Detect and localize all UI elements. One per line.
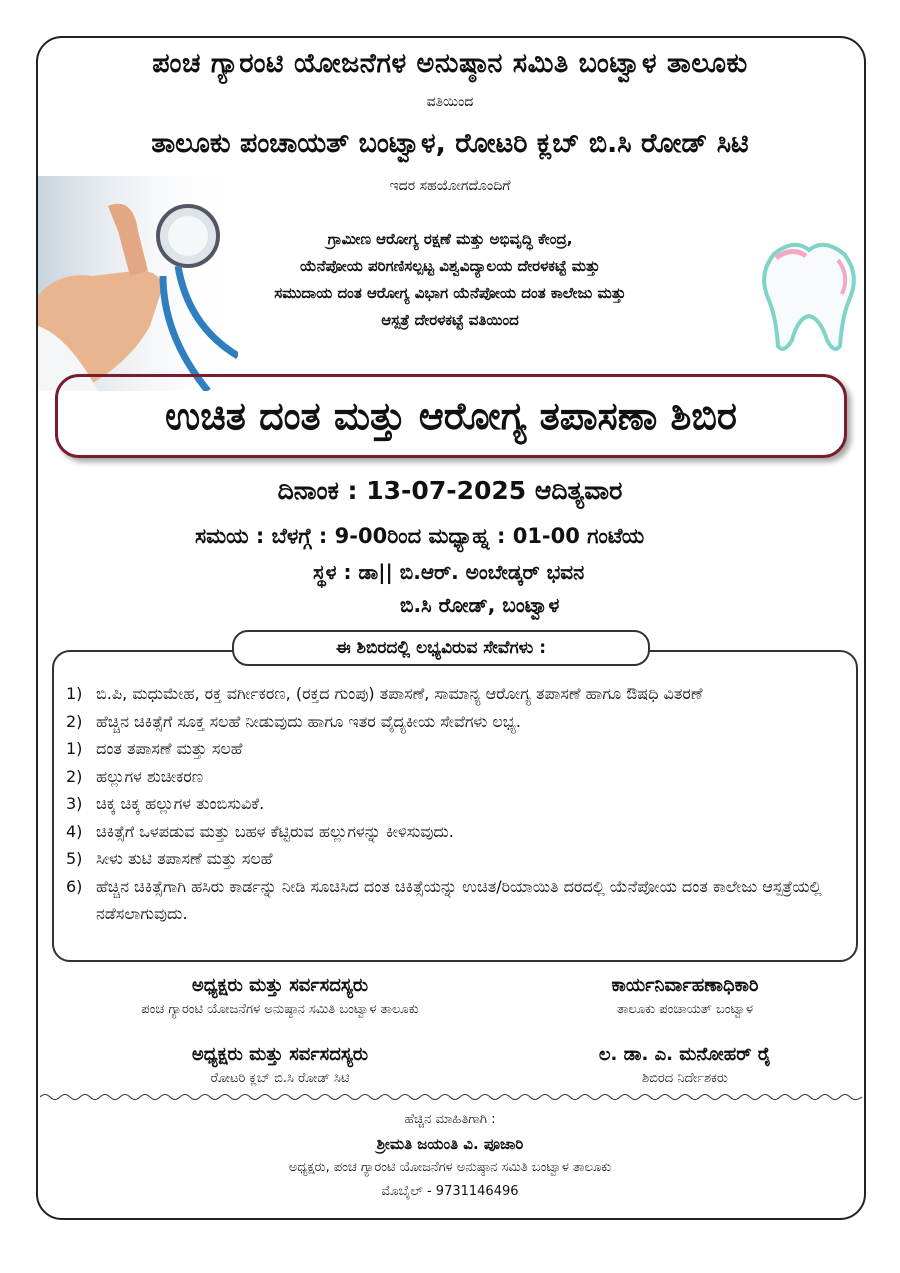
contact-name: ಶ್ರೀಮತಿ ಜಯಂತಿ ವಿ. ಪೂಜಾರಿ xyxy=(376,1135,524,1153)
signatory-title: ಕಾರ್ಯನಿರ್ವಾಹಣಾಧಿಕಾರಿ xyxy=(611,975,759,996)
list-item xyxy=(66,735,846,763)
services-list xyxy=(66,680,846,928)
signatory-subtitle: ರೋಟರಿ ಕ್ಲಬ್ ಬಿ.ಸಿ ರೋಡ್ ಸಿಟಿ xyxy=(210,1071,350,1086)
event-date: ದಿನಾಂಕ : 13-07-2025 ಆದಿತ್ಯವಾರ xyxy=(277,476,623,505)
camp-title-banner: ಉಚಿತ ದಂತ ಮತ್ತು ಆರೋಗ್ಯ ತಪಾಸಣಾ ಶಿಬಿರ xyxy=(55,374,847,458)
services-heading: ಈ ಶಿಬಿರದಲ್ಲಿ ಲಭ್ಯವಿರುವ ಸೇವೆಗಳು : xyxy=(232,630,650,666)
list-item xyxy=(66,790,846,818)
item-text: ಚಿಕ್ಕ ಚಿಕ್ಕ ಹಲ್ಲುಗಳ ತುಂಬಿಸುವಿಕೆ. xyxy=(96,794,265,813)
item-text: ಬಿ.ಪಿ, ಮಧುಮೇಹ, ರಕ್ತ ವರ್ಗೀಕರಣ, (ರಕ್ತದ ಗುಂಪು) ತಪಾಸಣೆ, ಸಾಮಾನ್ಯ ಆರೋಗ್ಯ ತಪಾಸಣೆ ಹಾಗೂ ಔಷಧಿ ವಿತರಣೆ xyxy=(96,684,703,703)
item-text: ದಂತ ತಪಾಸಣೆ ಮತ್ತು ಸಲಹೆ xyxy=(96,739,243,758)
item-text: ಚಿಕಿತ್ಸೆಗೆ ಒಳಪಡುವ ಮತ್ತು ಬಹಳ ಕೆಟ್ಟಿರುವ ಹಲ್ಲುಗಳನ್ನು ಕೀಳಿಸುವುದು. xyxy=(96,821,454,841)
org-line: ಆಸ್ಪತ್ರೆ ದೇರಳಕಟ್ಟೆ ವತಿಯಿಂದ xyxy=(381,311,519,329)
event-venue: ಸ್ಥಳ : ಡಾ|| ಬಿ.ಆರ್. ಅಂಬೇಡ್ಕರ್ ಭವನ xyxy=(313,560,585,584)
org-line: ಯೆನೆಪೋಯ ಪರಿಗಣಿಸಲ್ಪಟ್ಟ ವಿಶ್ವವಿದ್ಯಾಲಯ ದೇರಳಕಟ್ಟೆ ಮತ್ತು xyxy=(300,257,600,275)
list-item xyxy=(66,763,846,791)
item-number: 2) xyxy=(66,766,83,786)
item-text: ಹಲ್ಲುಗಳ ಶುಚೀಕರಣ xyxy=(96,766,204,786)
signatory-subtitle: ಶಿಬಿರದ ನಿರ್ದೇಶಕರು xyxy=(642,1071,728,1086)
contact-label: ಹೆಚ್ಚಿನ ಮಾಹಿತಿಗಾಗಿ : xyxy=(404,1112,496,1127)
item-number: 6) xyxy=(66,876,83,896)
item-number: 2) xyxy=(66,711,83,731)
contact-phone: ಮೊಬೈಲ್ - 9731146496 xyxy=(381,1184,519,1199)
signatory-title: ಅಧ್ಯಕ್ಷರು ಮತ್ತು ಸರ್ವಸದಸ್ಯರು xyxy=(191,1044,369,1065)
event-time: ಸಮಯ : ಬೆಳಗ್ಗೆ : 9-00ರಿಂದ ಮಧ್ಯಾಹ್ನ : 01-00 ಗಂಟೆಯ xyxy=(195,524,645,548)
signatory-rotary xyxy=(70,1044,490,1086)
by-label: ವತಿಯಿಂದ xyxy=(426,94,474,110)
list-item xyxy=(66,680,846,708)
item-number: 1) xyxy=(66,684,83,703)
with-label: ಇದರ ಸಹಯೋಗದೊಂದಿಗೆ xyxy=(389,178,511,194)
item-text: ಹೆಚ್ಚಿನ ಚಿಕಿತ್ಸೆಗೆ ಸೂಕ್ತ ಸಲಹೆ ನೀಡುವುದು ಹಾಗೂ ಇತರ ವೈದ್ಯಕೀಯ ಸೇವೆಗಳು ಲಭ್ಯ. xyxy=(96,711,522,731)
list-item xyxy=(66,708,846,736)
signatory-title: ಲ. ಡಾ. ಎ. ಮನೋಹರ್ ರೈ xyxy=(598,1044,772,1065)
list-item xyxy=(66,873,846,928)
item-number: 1) xyxy=(66,739,83,758)
item-text: ಹೆಚ್ಚಿನ ಚಿಕಿತ್ಸೆಗಾಗಿ ಹಸಿರು ಕಾರ್ಡನ್ನು ನೀಡಿ ಸೂಚಿಸಿದ ದಂತ ಚಿಕಿತ್ಸೆಯನ್ನು ಉಚಿತ/ರಿಯಾಯಿತಿ ದರದಲ್ಲಿ ಯೆನೆಪೋಯ ದಂತ ಕಾಲೇಜು ಆಸ್ಪತ್ರೆಯಲ್ಲಿ ನಡೆಸಲಾಗುವುದು. xyxy=(96,876,822,923)
item-number: 5) xyxy=(66,849,83,868)
item-text: ಸೀಳು ತುಟಿ ತಪಾಸಣೆ ಮತ್ತು ಸಲಹೆ xyxy=(96,849,273,868)
signatory-subtitle: ಪಂಚ ಗ್ಯಾರಂಟಿ ಯೋಜನೆಗಳ ಅನುಷ್ಠಾನ ಸಮಿತಿ ಬಂಟ್ವಾಳ ತಾಲೂಕು xyxy=(141,1002,419,1017)
partner-organizations xyxy=(0,226,900,334)
list-item xyxy=(66,818,846,846)
wavy-divider xyxy=(40,1092,862,1102)
signatory-camp-director xyxy=(540,1044,830,1086)
item-number: 4) xyxy=(66,821,83,841)
main-title: ಪಂಚ ಗ್ಯಾರಂಟಿ ಯೋಜನೆಗಳ ಅನುಷ್ಠಾನ ಸಮಿತಿ ಬಂಟ್ವಾಳ ತಾಲೂಕು xyxy=(152,48,748,79)
signatory-title: ಅಧ್ಯಕ್ಷರು ಮತ್ತು ಸರ್ವಸದಸ್ಯರು xyxy=(191,975,369,996)
contact-role: ಅಧ್ಯಕ್ಷರು, ಪಂಚ ಗ್ಯಾರಂಟಿ ಯೋಜನೆಗಳ ಅನುಷ್ಠಾನ ಸಮಿತಿ ಬಂಟ್ವಾಳ ತಾಲೂಕು xyxy=(288,1160,612,1175)
signatory-subtitle: ತಾಲೂಕು ಪಂಚಾಯತ್ ಬಂಟ್ವಾಳ xyxy=(616,1002,754,1017)
org-line: ಗ್ರಾಮೀಣ ಆರೋಗ್ಯ ರಕ್ಷಣೆ ಮತ್ತು ಅಭಿವೃದ್ಧಿ ಕೇಂದ್ರ, xyxy=(327,230,573,248)
list-item xyxy=(66,845,846,873)
event-location: ಬಿ.ಸಿ ರೋಡ್, ಬಂಟ್ವಾಳ xyxy=(400,593,560,617)
org-line: ಸಮುದಾಯ ದಂತ ಆರೋಗ್ಯ ವಿಭಾಗ ಯೆನೆಪೋಯ ದಂತ ಕಾಲೇಜು ಮತ್ತು xyxy=(274,284,626,302)
signatory-executive-officer xyxy=(540,975,830,1017)
signatory-committee xyxy=(70,975,490,1017)
co-organizers: ತಾಲೂಕು ಪಂಚಾಯತ್ ಬಂಟ್ವಾಳ, ರೋಟರಿ ಕ್ಲಬ್ ಬಿ.ಸಿ ರೋಡ್ ಸಿಟಿ xyxy=(151,128,749,159)
contact-section xyxy=(0,1108,900,1204)
item-number: 3) xyxy=(66,794,83,813)
